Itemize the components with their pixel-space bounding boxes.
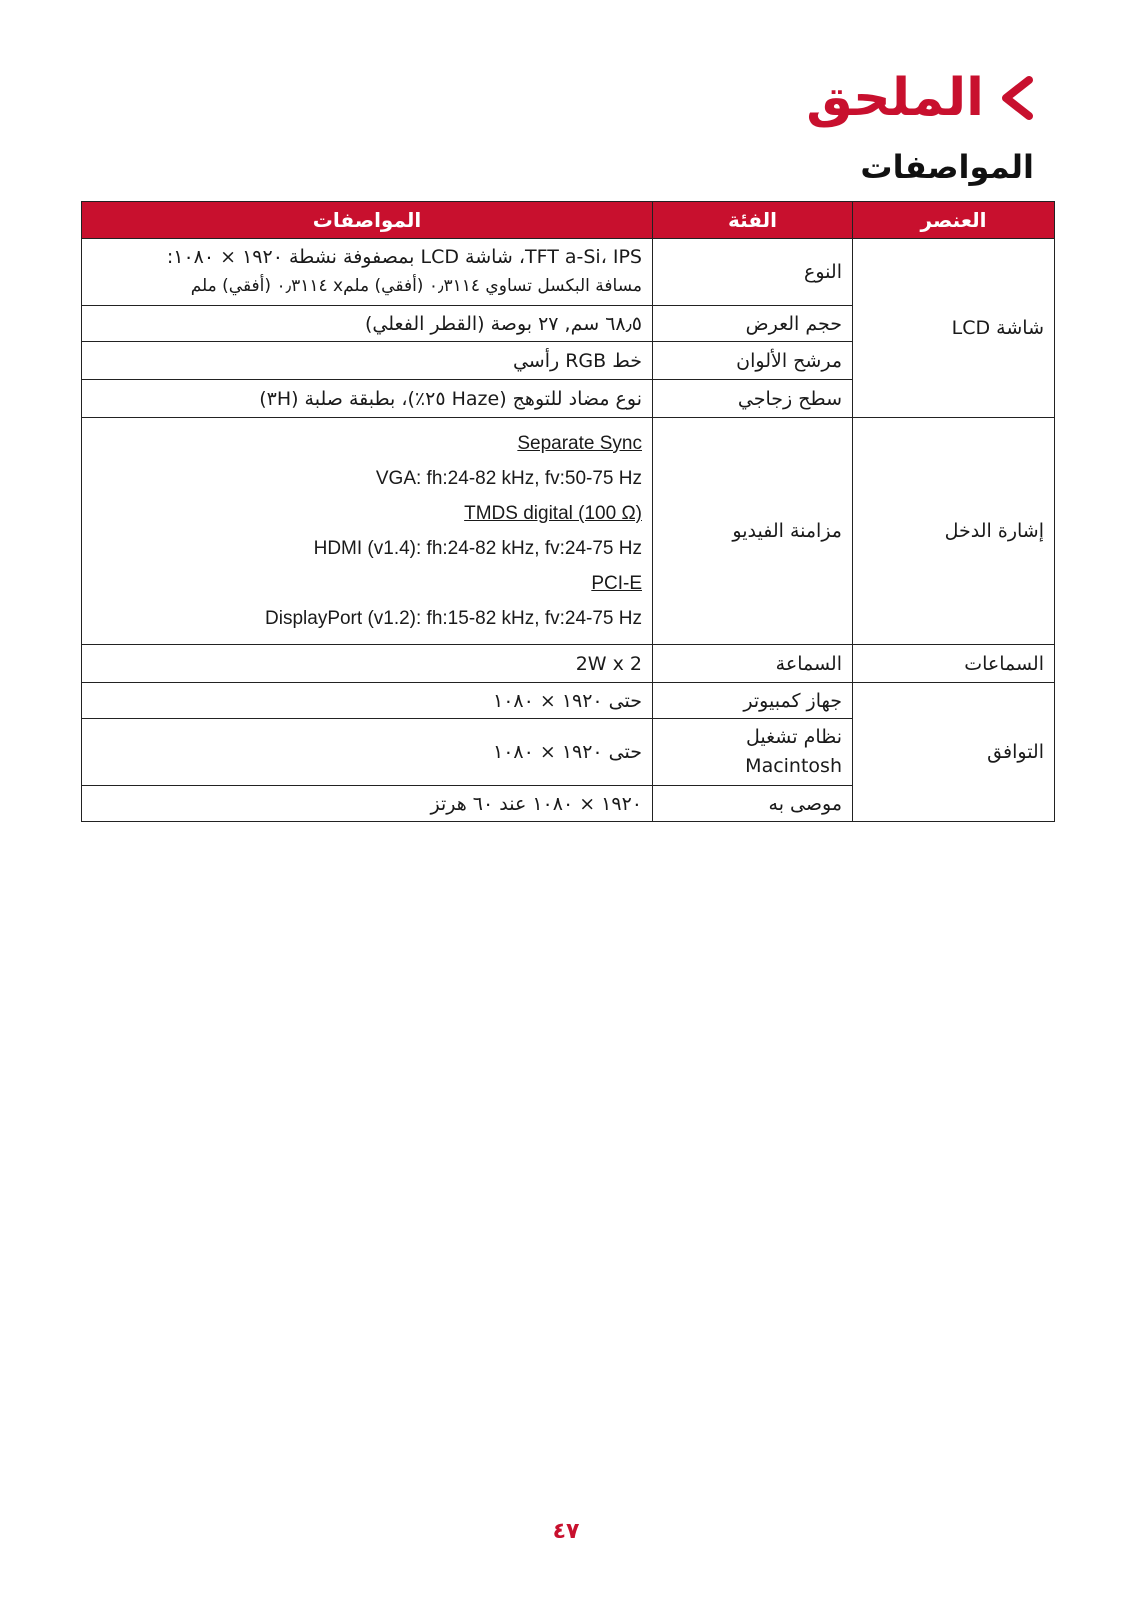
element-speakers: السماعات	[853, 645, 1055, 683]
category-video-sync: مزامنة الفيديو	[653, 418, 853, 645]
spec-tmds: TMDS digital (100 Ω)	[464, 503, 642, 524]
category-mac-line2: Macintosh	[745, 755, 842, 777]
table-row	[82, 645, 1055, 683]
spec-video-sync	[82, 418, 653, 645]
chevron-left-icon	[998, 75, 1034, 121]
appendix-title: الملحق	[806, 68, 984, 128]
category-mac-line1: نظام تشغيل	[746, 726, 842, 748]
spec-displayport: DisplayPort (v1.2): fh:15-82 kHz, fv:24-75 Hz	[265, 608, 642, 629]
category-speaker: السماعة	[653, 645, 853, 683]
category-color-filter: مرشح الألوان	[653, 342, 853, 380]
spec-speaker	[82, 645, 653, 683]
spec-display-size: ٦٨٫٥ سم, ٢٧ بوصة (القطر الفعلي)	[82, 306, 653, 342]
table-row	[82, 683, 1055, 719]
spec-type	[82, 239, 653, 306]
category-pc: جهاز كمبيوتر	[653, 683, 853, 719]
column-header-element: العنصر	[853, 202, 1055, 239]
table-header-row	[82, 202, 1055, 239]
spec-pcie: PCI-E	[591, 573, 642, 594]
element-compatibility: التوافق	[853, 683, 1055, 822]
specifications-table	[81, 201, 1055, 822]
spec-color-filter: خط RGB رأسي	[82, 342, 653, 380]
element-input-signal: إشارة الدخل	[853, 418, 1055, 645]
spec-pc: حتى ١٩٢٠ × ١٠٨٠	[82, 683, 653, 719]
category-recommended: موصى به	[653, 786, 853, 822]
column-header-category: الفئة	[653, 202, 853, 239]
category-mac	[653, 719, 853, 786]
appendix-header	[806, 68, 1034, 128]
page-number: ٤٧	[552, 1519, 580, 1544]
column-header-specifications: المواصفات	[82, 202, 653, 239]
spec-mac: حتى ١٩٢٠ × ١٠٨٠	[82, 719, 653, 786]
spec-glass-surface: نوع مضاد للتوهج (Haze ٢٥٪)، بطبقة صلبة (٣H)	[82, 380, 653, 418]
element-lcd: شاشة LCD	[853, 239, 1055, 418]
category-type: النوع	[653, 239, 853, 306]
category-display-size: حجم العرض	[653, 306, 853, 342]
spec-type-line1: TFT a-Si، IPS، شاشة LCD بمصفوفة نشطة ١٩٢٠ × ١٠٨٠:	[166, 246, 642, 268]
table-row	[82, 418, 1055, 645]
section-title: المواصفات	[860, 148, 1034, 186]
spec-separate-sync: Separate Sync	[517, 433, 642, 454]
spec-speaker-value: 2W x 2	[575, 652, 642, 675]
table-row	[82, 239, 1055, 306]
spec-type-line2: مسافة البكسل تساوي ٠٫٣١١٤ (أفقي) ملمx ٠٫٣١١٤ (أفقي) ملم	[190, 276, 642, 296]
spec-hdmi: HDMI (v1.4): fh:24-82 kHz, fv:24-75 Hz	[313, 538, 642, 559]
category-glass-surface: سطح زجاجي	[653, 380, 853, 418]
spec-recommended: ١٩٢٠ × ١٠٨٠ عند ٦٠ هرتز	[82, 786, 653, 822]
spec-vga: VGA: fh:24-82 kHz, fv:50-75 Hz	[375, 468, 642, 489]
